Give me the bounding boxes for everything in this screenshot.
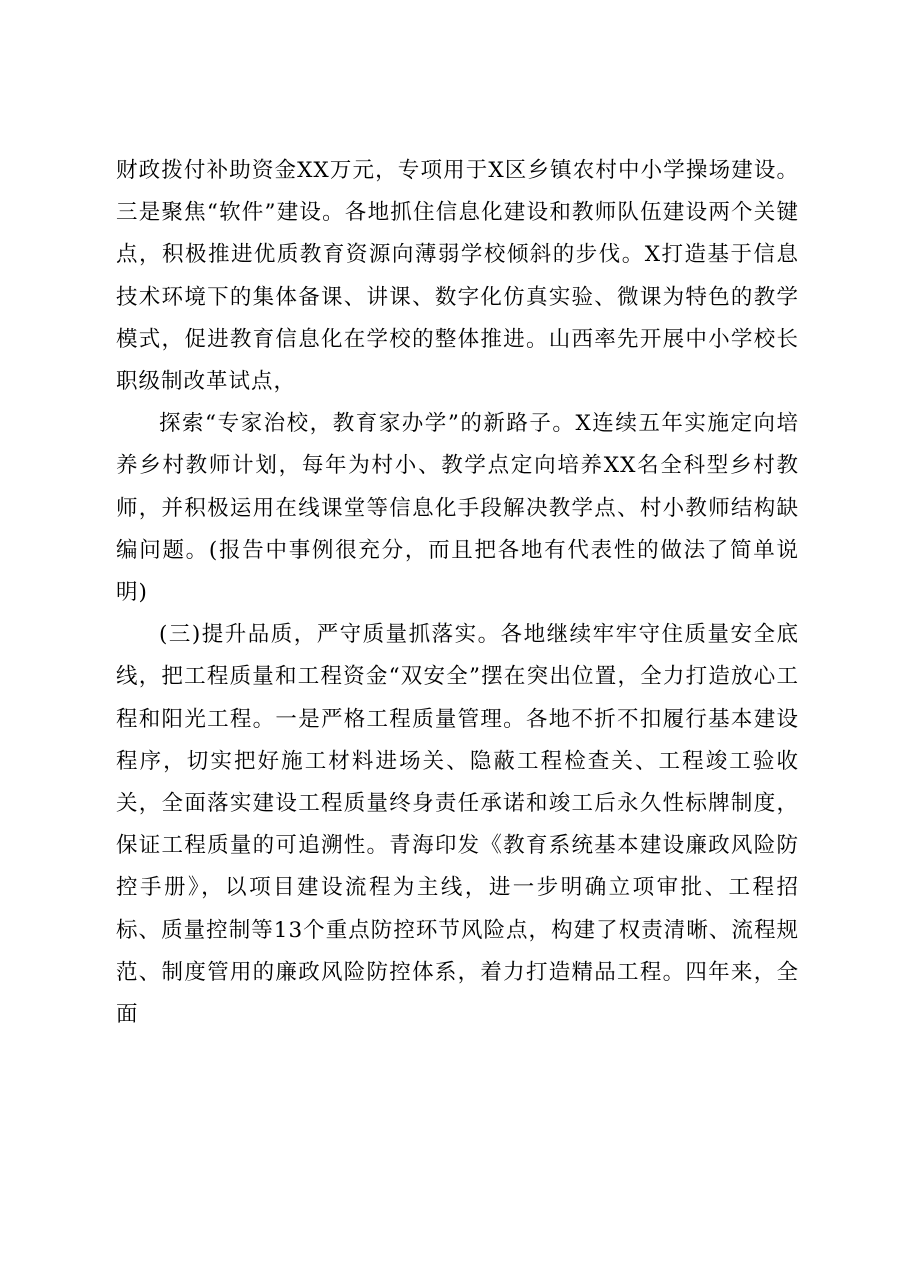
paragraph-3: (三)提升品质，严守质量抓落实。各地继续牢牢守住质量安全底线，把工程质量和工程资金“双安全”摆在突出位置，全力打造放心工程和阳光工程。一是严格工程质量管理。各地不折不扣履行基本建设程序，切实把好施工材料进场关、隐蔽工程检查关、工程竣工验收关，全面落实建设工程质量终身责任承诺和竣工后永久性标牌制度，保证工程质量的可追溯性。青海印发《教育系统基本建设廉政风险防控手册》，以项目建设流程为主线，进一步明确立项审批、工程招标、质量控制等13个重点防控环节风险点，构建了权责清晰、流程规范、制度管用的廉政风险防控体系，着力打造精品工程。四年来，全面: [116, 622, 799, 1028]
paragraph-2: 探索“专家治校，教育家办学”的新路子。X连续五年实施定向培养乡村教师计划，每年为村小、教学点定向培养XX名全科型乡村教师，并积极运用在线课堂等信息化手段解决教学点、村小教师结构缺编问题。(报告中事例很充分，而且把各地有代表性的做法了简单说明): [116, 411, 799, 606]
paragraph-1: 财政拨付补助资金XX万元，专项用于X区乡镇农村中小学操场建设。三是聚焦“软件”建设。各地抓住信息化建设和教师队伍建设两个关键点，积极推进优质教育资源向薄弱学校倾斜的步伐。X打造基于信息技术环境下的集体备课、讲课、数字化仿真实验、微课为特色的教学模式，促进教育信息化在学校的整体推进。山西率先开展中小学校长职级制改革试点，: [116, 158, 799, 395]
document-body: [116, 150, 799, 1036]
